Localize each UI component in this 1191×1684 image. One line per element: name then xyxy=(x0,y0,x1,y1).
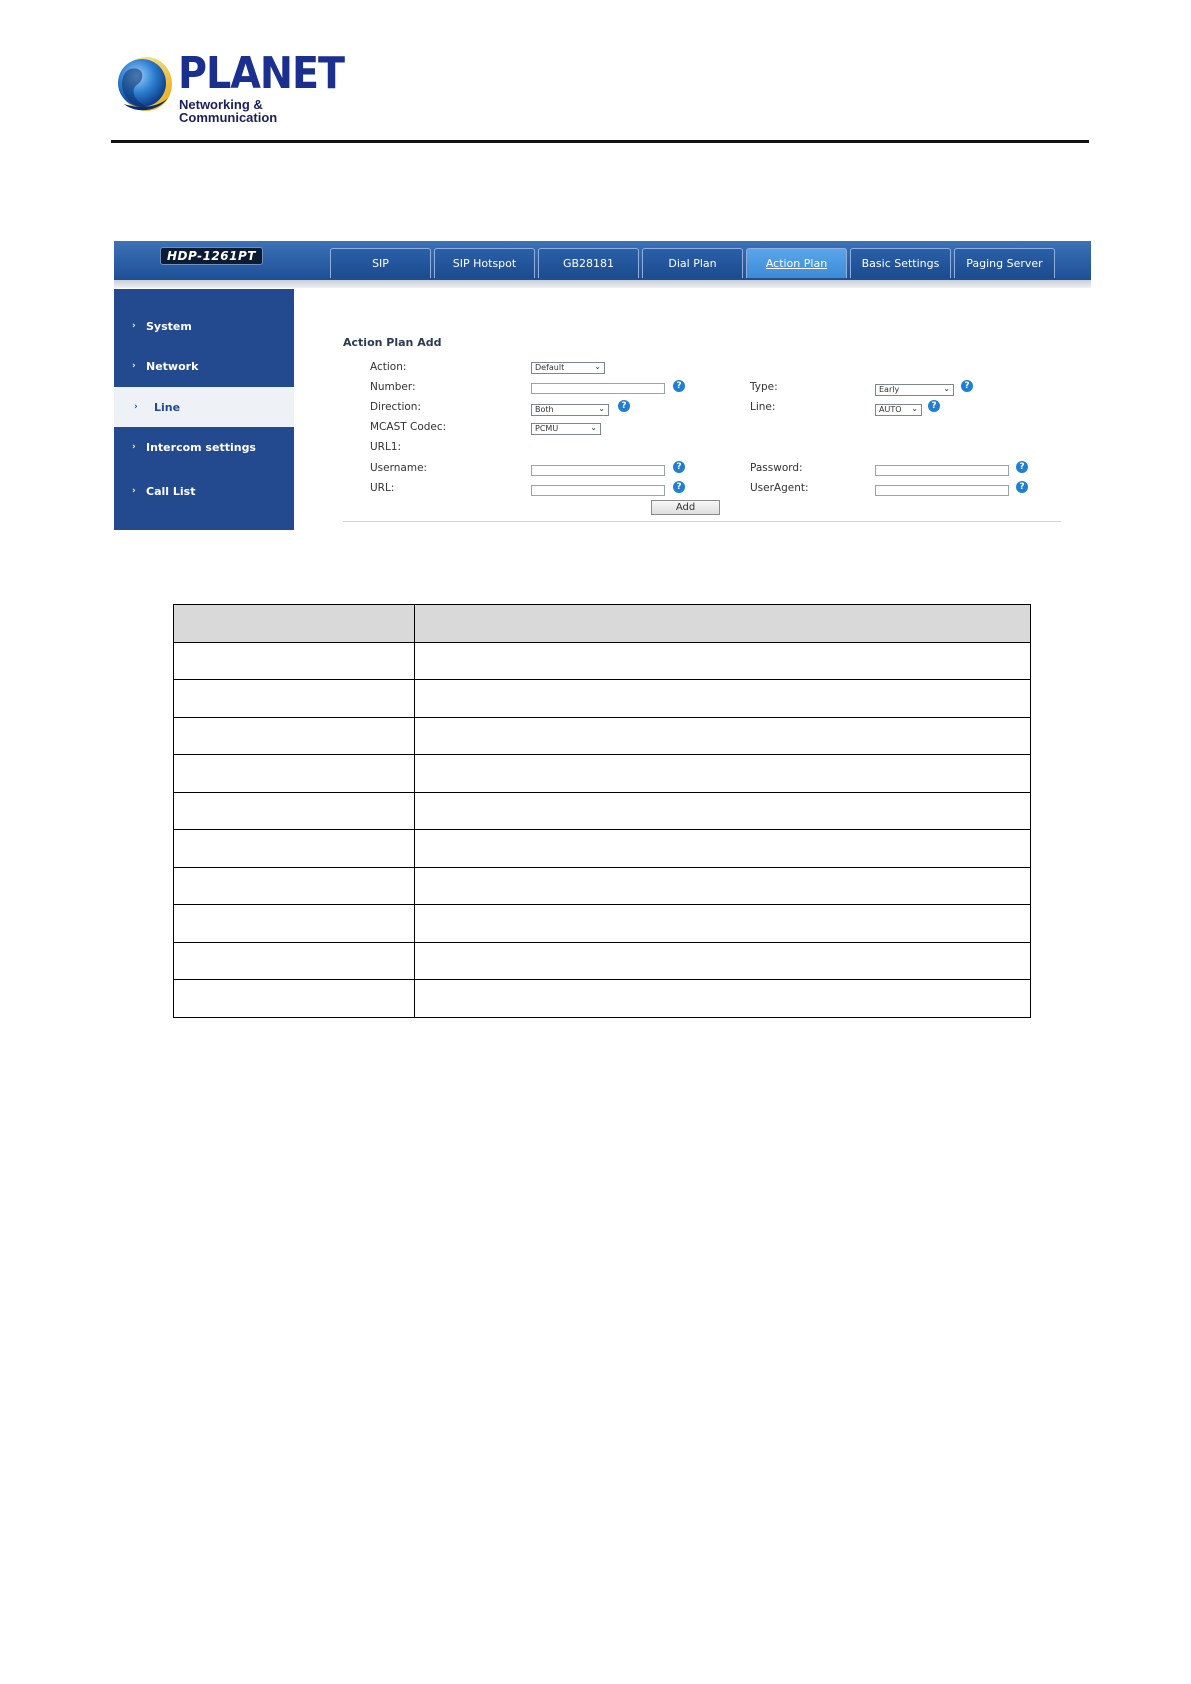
sidebar-item-label: Call List xyxy=(146,484,196,498)
chevron-right-icon: › xyxy=(134,402,138,412)
line-label: Line: xyxy=(750,401,776,413)
help-icon[interactable]: ? xyxy=(1016,461,1028,473)
sidebar xyxy=(114,289,294,530)
header-divider xyxy=(111,140,1089,143)
table-cell xyxy=(174,792,415,830)
number-input[interactable] xyxy=(531,383,665,394)
help-icon[interactable]: ? xyxy=(618,400,630,412)
sidebar-item-label: Line xyxy=(154,400,181,414)
table-cell xyxy=(174,980,415,1018)
table-row xyxy=(174,755,1031,793)
tab-gb28181[interactable]: GB28181 xyxy=(538,248,639,278)
tab-basic-settings[interactable]: Basic Settings xyxy=(850,248,951,278)
device-model-badge: HDP-1261PT xyxy=(160,247,263,265)
useragent-label: UserAgent: xyxy=(750,482,809,494)
table-cell xyxy=(415,717,1031,755)
table-row xyxy=(174,830,1031,868)
help-icon[interactable]: ? xyxy=(673,461,685,473)
main-tabs xyxy=(330,248,1058,280)
username-input[interactable] xyxy=(531,465,665,476)
sidebar-item-intercom-settings[interactable] xyxy=(114,427,294,467)
table-cell xyxy=(415,792,1031,830)
action-select-value: Default xyxy=(535,363,565,372)
table-cell xyxy=(174,755,415,793)
help-icon[interactable]: ? xyxy=(961,380,973,392)
table-cell xyxy=(415,905,1031,943)
sidebar-item-label: Network xyxy=(146,359,199,373)
form-divider xyxy=(343,521,1061,522)
add-button[interactable]: Add xyxy=(651,500,720,515)
brand-name: PLANET xyxy=(178,48,345,99)
chevron-right-icon: › xyxy=(132,486,136,496)
globe-icon xyxy=(114,54,174,116)
tab-paging-server[interactable]: Paging Server xyxy=(954,248,1055,278)
tab-action-plan[interactable]: Action Plan xyxy=(746,248,847,278)
table-cell xyxy=(415,942,1031,980)
table-row xyxy=(174,717,1031,755)
table-cell xyxy=(415,867,1031,905)
topbar-shadow xyxy=(114,280,1091,288)
type-label: Type: xyxy=(750,381,778,393)
chevron-right-icon: › xyxy=(132,442,136,452)
table-row xyxy=(174,792,1031,830)
table-cell xyxy=(174,867,415,905)
table-row xyxy=(174,642,1031,680)
table-cell xyxy=(174,942,415,980)
useragent-input[interactable] xyxy=(875,485,1009,496)
table-cell xyxy=(415,680,1031,718)
mcast-codec-select[interactable] xyxy=(531,423,601,435)
device-web-ui xyxy=(114,241,1091,530)
url-label: URL: xyxy=(370,482,395,494)
top-navigation-bar xyxy=(114,241,1091,280)
number-label: Number: xyxy=(370,381,416,393)
action-plan-form xyxy=(294,289,1091,530)
sidebar-item-call-list[interactable] xyxy=(114,471,294,511)
help-icon[interactable]: ? xyxy=(1016,481,1028,493)
direction-select[interactable] xyxy=(531,404,609,416)
table-row xyxy=(174,867,1031,905)
form-title: Action Plan Add xyxy=(343,336,442,349)
chevron-down-icon: ⌄ xyxy=(911,404,918,413)
line-select[interactable] xyxy=(875,404,922,416)
action-select[interactable] xyxy=(531,362,605,374)
table-header-row xyxy=(174,605,1031,643)
direction-select-value: Both xyxy=(535,405,554,414)
table-cell xyxy=(415,642,1031,680)
table-header-cell xyxy=(415,605,1031,643)
parameter-table xyxy=(173,604,1031,1018)
tab-sip-hotspot[interactable]: SIP Hotspot xyxy=(434,248,535,278)
direction-label: Direction: xyxy=(370,401,421,413)
chevron-down-icon: ⌄ xyxy=(598,404,605,413)
mcast-codec-label: MCAST Codec: xyxy=(370,421,447,433)
chevron-down-icon: ⌄ xyxy=(590,423,597,432)
tab-dial-plan[interactable]: Dial Plan xyxy=(642,248,743,278)
table-cell xyxy=(174,642,415,680)
password-input[interactable] xyxy=(875,465,1009,476)
help-icon[interactable]: ? xyxy=(928,400,940,412)
action-label: Action: xyxy=(370,361,407,373)
table-cell xyxy=(174,905,415,943)
sidebar-item-system[interactable] xyxy=(114,306,294,346)
url1-label: URL1: xyxy=(370,441,402,453)
table-row xyxy=(174,942,1031,980)
table-cell xyxy=(415,830,1031,868)
table-cell xyxy=(174,717,415,755)
table-cell xyxy=(415,980,1031,1018)
chevron-right-icon: › xyxy=(132,361,136,371)
type-select-value: Early xyxy=(879,385,900,394)
sidebar-item-label: System xyxy=(146,319,192,333)
sidebar-item-line[interactable] xyxy=(114,387,294,427)
brand-tagline: Networking & Communication xyxy=(179,97,278,125)
table-row xyxy=(174,980,1031,1018)
chevron-right-icon: › xyxy=(132,321,136,331)
chevron-down-icon: ⌄ xyxy=(943,384,950,393)
type-select[interactable] xyxy=(875,384,954,396)
line-select-value: AUTO xyxy=(879,405,902,414)
help-icon[interactable]: ? xyxy=(673,481,685,493)
url-input[interactable] xyxy=(531,485,665,496)
table-cell xyxy=(415,755,1031,793)
password-label: Password: xyxy=(750,462,803,474)
table-cell xyxy=(174,680,415,718)
table-row xyxy=(174,680,1031,718)
table-header-cell xyxy=(174,605,415,643)
mcast-codec-select-value: PCMU xyxy=(535,424,559,433)
username-label: Username: xyxy=(370,462,428,474)
table-cell xyxy=(174,830,415,868)
sidebar-item-network[interactable] xyxy=(114,346,294,386)
tab-sip[interactable]: SIP xyxy=(330,248,431,278)
help-icon[interactable]: ? xyxy=(673,380,685,392)
sidebar-item-label: Intercom settings xyxy=(146,440,256,454)
chevron-down-icon: ⌄ xyxy=(594,362,601,371)
planet-logo xyxy=(114,48,354,125)
table-row xyxy=(174,905,1031,943)
